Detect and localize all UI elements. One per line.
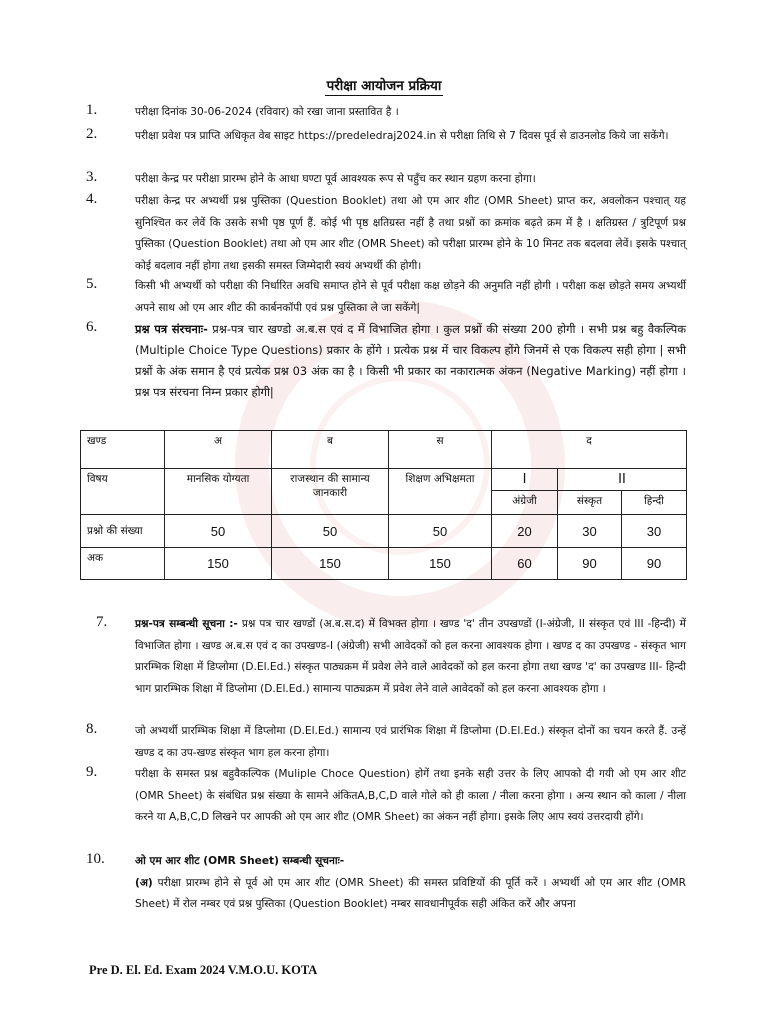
list-item-1: 1. परीक्षा दिनांक 30-06-2024 (रविवार) को रखा जाना प्रस्तावित है । <box>86 102 399 118</box>
table-cell: ब <box>272 431 389 469</box>
table-cell: 20 <box>492 515 558 548</box>
table-cell: 150 <box>389 548 492 580</box>
list-item-5: 5. किसी भी अभ्यर्थी को परीक्षा की निर्धारित अवधि समाप्त होने से पूर्व परीक्षा कक्ष छोड़ने की अनुमति नहीं होगी । परीक्षा कक्ष छोड़ते समय अभ्यर्थी अपने साथ ओ एम आर शीट की कार्बनकॉपी एवं प्रश्न पुस्तिका ले जा सकेंगे| <box>86 276 686 314</box>
table-cell: मानसिक योग्यता <box>165 469 272 515</box>
list-item-10: 10. ओ एम आर शीट (OMR Sheet) सम्बन्धी सूचनाः- (अ) परीक्षा प्रारम्भ होने से पूर्व ओ एम आर शीट (OMR Sheet) की समस्त प्रविष्टियों की पूर्ति करें । अभ्यर्थी ओ एम आर शीट (OMR Sheet) में रोल नम्बर एवं प्रश्न पुस्तिका (Question Booklet) नम्बर सावधानीपूर्वक सही अंकित करें और अपना <box>86 851 686 916</box>
table-cell: II <box>558 469 687 491</box>
table-cell: 150 <box>272 548 389 580</box>
table-cell: 90 <box>622 548 687 580</box>
table-cell: विषय <box>81 469 165 515</box>
table-row <box>81 431 687 469</box>
table-cell: हिन्दी <box>622 491 687 515</box>
table-cell: अ <box>165 431 272 469</box>
table-cell: 90 <box>558 548 622 580</box>
section-lead: प्रश्न पत्र संरचनाः- <box>135 322 208 336</box>
table-cell: अक <box>81 548 165 580</box>
exam-structure-table <box>80 430 687 580</box>
list-item-7: 7. प्रश्न-पत्र सम्बन्धी सूचना :- प्रश्न पत्र चार खण्डों (अ.ब.स.द) में विभक्त होगा । खण्ड 'द' तीन उपखण्डों (I-अंग्रेजी, II संस्कृत एवं III -हिन्दी) में विभाजित होगा । खण्ड अ.ब.स एवं द का उपखण्ड-I (अंग्रेजी) सभी आवेदकों को हल करना आवश्यक होगा । खण्ड द का उपखण्ड - संस्कृत भाग प्रारम्भिक शिक्षा में डिप्लोमा (D.El.Ed.) संस्कृत पाठ्यक्रम में प्रवेश लेने वाले आवेदकों को हल करना होगा तथा खण्ड 'द' का उपखण्ड III- हिन्दी भाग प्रारम्भिक शिक्षा में डिप्लोमा (D.El.Ed.) सामान्य पाठ्यक्रम में प्रवेश लेने वाले आवेदकों को हल करना आवश्यक होगा । <box>96 614 686 695</box>
list-item-3: 3. परीक्षा केन्द्र पर परीक्षा प्रारम्भ होने के आधा घण्टा पूर्व आवश्यक रूप से पहुँच कर स्थान ग्रहण करना होगा। <box>86 169 536 185</box>
table-cell: प्रश्नो की संख्या <box>81 515 165 548</box>
list-item-8: 8. जो अभ्यर्थी प्रारम्भिक शिक्षा में डिप्लोमा (D.El.Ed.) सामान्य एवं प्रारंभिक शिक्षा में डिप्लोमा (D.El.Ed.) संस्कृत दोनों का चयन करते हैं. उन्हें खण्ड द का उप-खण्ड संस्कृत भाग हल करना होगा। <box>86 721 686 759</box>
table-cell: संस्कृत <box>558 491 622 515</box>
list-item-9: 9. परीक्षा के समस्त प्रश्न बहुवैकल्पिक (Muliple Choce Question) होगें तथा इनके सही उत्तर के लिए आपको दी गयी ओ एम आर शीट (OMR Sheet) के संबंधित प्रश्न संख्या के सामने अंकितA,B,C,D वाले गोले को ही काला / नीला करना होगा । अन्य स्थान को काला / नीला करने या A,B,C,D लिखने पर आपकी ओ एम आर शीट (OMR Sheet) का अंकन नहीं होगा। इसके लिए आप स्वयं उत्तरदायी होंगे। <box>86 764 686 823</box>
table-cell: 30 <box>558 515 622 548</box>
page-footer: Pre D. El. Ed. Exam 2024 V.M.O.U. KOTA <box>89 963 318 977</box>
table-cell: खण्ड <box>81 431 165 469</box>
table-cell: 50 <box>389 515 492 548</box>
table-cell: अंग्रेजी <box>492 491 558 515</box>
table-cell: I <box>492 469 558 491</box>
table-row <box>81 469 687 491</box>
table-cell: स <box>389 431 492 469</box>
omr-heading: ओ एम आर शीट (OMR Sheet) सम्बन्धी सूचनाः- <box>135 855 345 867</box>
list-item-4: 4. परीक्षा केन्द्र पर अभ्यर्थी प्रश्न पुस्तिका (Question Booklet) तथा ओ एम आर शीट (OMR Sheet) प्राप्त कर, अवलोकन पश्चात् यह सुनिश्चित कर लेवें कि उसके सभी पृष्ठ पूर्ण हैं. कोई भी पृष्ठ क्षतिग्रस्त नहीं है तथा प्रश्नों का क्रमांक बढ़ते क्रम में है । क्षतिग्रस्त / त्रुटिपूर्ण प्रश्न पुस्तिका (Question Booklet) तथा ओ एम आर शीट (OMR Sheet) को परीक्षा प्रारम्भ होने के 10 मिनट तक बदलवा लेवें। इसके पश्चात् कोई बदलाव नहीं होगा तथा इसकी समस्त जिम्मेदारी स्वयं अभ्यर्थी की होगी। <box>86 191 686 272</box>
table-cell: द <box>492 431 687 469</box>
table-cell: 50 <box>165 515 272 548</box>
table-cell: 150 <box>165 548 272 580</box>
table-cell: 60 <box>492 548 558 580</box>
table-row <box>81 515 687 548</box>
section-lead: प्रश्न-पत्र सम्बन्धी सूचना :- <box>135 618 238 630</box>
table-cell: राजस्थान की सामान्य जानकारी <box>272 469 389 515</box>
table-cell: 30 <box>622 515 687 548</box>
list-item-2: 2. परीक्षा प्रवेश पत्र प्राप्ति अधिकृत वेब साइट https://predeledraj2024.in से परीक्षा तिथि से 7 दिवस पूर्व से डाउनलोड किये जा सकेंगे। <box>86 126 669 142</box>
table-cell: शिक्षण अभिक्षमता <box>389 469 492 515</box>
omr-instruction: (अ) परीक्षा प्रारम्भ होने से पूर्व ओ एम आर शीट (OMR Sheet) की समस्त प्रविष्टियों की पूर्ति करें । अभ्यर्थी ओ एम आर शीट (OMR Sheet) में रोल नम्बर एवं प्रश्न पुस्तिका (Question Booklet) नम्बर सावधानीपूर्वक सही अंकित करें और अपना <box>135 876 686 910</box>
table-cell: 50 <box>272 515 389 548</box>
table-row <box>81 548 687 580</box>
page-title: परीक्षा आयोजन प्रक्रिया <box>326 78 442 94</box>
list-item-6: 6. प्रश्न पत्र संरचनाः- प्रश्न-पत्र चार खण्डो अ.ब.स एवं द में विभाजित होगा । कुल प्रश्नों की संख्या 200 होगी । सभी प्रश्न बहु वैकल्पिक (Multiple Choice Type Questions) प्रकार के होंगे । प्रत्येक प्रश्न में चार विकल्प होंगे जिनमें से एक विकल्प सही होगा | सभी प्रश्नों के अंक समान है एवं प्रत्येक प्रश्न 03 अंक का है । किसी भी प्रकार का नकारात्मक अंकन (Negative Marking) नहीं होगा । प्रश्न पत्र संरचना निम्न प्रकार होगी| <box>86 319 686 399</box>
